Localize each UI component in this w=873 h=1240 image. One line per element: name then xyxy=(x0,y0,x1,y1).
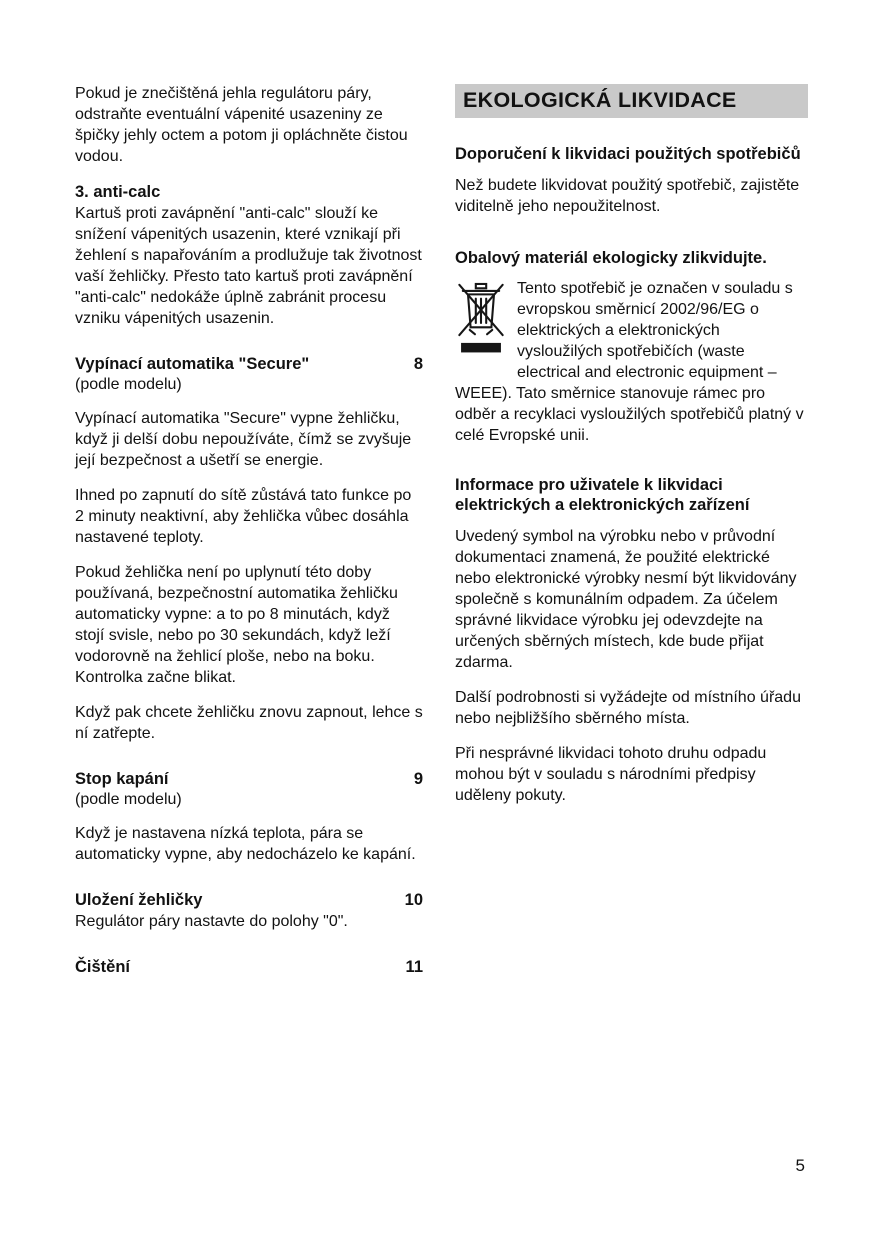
paragraph-anticalc: Kartuš proti zavápnění "anti-calc" slouží ke snížení vápenitých usazenin, které vznikají při žehlení s napařováním a prodlužuje tak životnost vaší žehličky. Přesto tato kartuš proti zavápnění "anti-calc" nedokáže úplně zabránit procesu vzniku vápenitých usazenin. xyxy=(75,205,422,328)
paragraph-disposal: Než budete likvidovat použitý spotřebič, zajistěte viditelně jeho nepoužitelnost. xyxy=(455,176,800,215)
heading-packaging: Obalový materiál ekologicky zlikvidujte. xyxy=(455,248,767,267)
right-column xyxy=(455,84,808,820)
section-title: Uložení žehličky xyxy=(75,890,203,909)
section-heading-storage xyxy=(75,890,423,911)
section-subtitle-secure: (podle modelu) xyxy=(75,376,182,394)
paragraph-weee xyxy=(455,279,808,447)
paragraph-secure-3: Pokud žehlička není po uplynutí této doby používaná, bezpečnostní automatika žehličku automaticky vypne: a to po 8 minutách, když stojí svisle, nebo po 30 sekundách, když leží vodorovně na žehlicí ploše, nebo na boku. Kontrolka začne blikat. xyxy=(75,563,398,686)
page-number: 5 xyxy=(795,1156,805,1175)
heading-disposal-recommendation: Doporučení k likvidaci použitých spotřebičů xyxy=(455,145,801,163)
section-ref-number: 10 xyxy=(404,890,423,909)
section-ref-number: 8 xyxy=(413,354,423,373)
paragraph-steam-needle: Pokud je znečištěná jehla regulátoru páry, odstraňte eventuální vápenité usazeniny ze špičky jehly octem a potom ji opláchněte čistou vodou. xyxy=(75,85,408,165)
paragraph-storage: Regulátor páry nastavte do polohy "0". xyxy=(75,913,348,931)
heading-user-info: Informace pro uživatele k likvidaci elektrických a elektronických zařízení xyxy=(455,475,750,515)
section-heading-stop-kapani xyxy=(75,769,423,790)
paragraph-secure-4: Když pak chcete žehličku znovu zapnout, lehce s ní zatřepte. xyxy=(75,703,423,742)
paragraph-secure-1: Vypínací automatika "Secure" vypne žehličku, když ji delší dobu nepoužíváte, čímž se zvyšuje její bezpečnost a ušetří se energie. xyxy=(75,410,412,470)
left-column xyxy=(75,84,423,979)
weee-crossed-bin-icon xyxy=(455,282,507,362)
paragraph-stop-kapani: Když je nastavena nízká teplota, pára se automaticky vypne, aby nedocházelo ke kapání. xyxy=(75,824,416,863)
section-title: Stop kapání xyxy=(75,769,169,788)
section-title: Čištění xyxy=(75,958,131,977)
chapter-banner: EKOLOGICKÁ LIKVIDACE xyxy=(455,84,808,118)
section-ref-number: 11 xyxy=(405,958,423,977)
paragraph-secure-2: Ihned po zapnutí do sítě zůstává tato funkce po 2 minuty neaktivní, aby žehlička vůbec dosáhla nastavené teploty. xyxy=(75,487,412,546)
section-heading-secure xyxy=(75,354,423,375)
paragraph-info-3: Při nesprávné likvidaci tohoto druhu odpadu mohou být v souladu s národními předpisy uděleny pokuty. xyxy=(455,744,767,804)
section-heading-cleaning xyxy=(75,957,423,978)
section-subtitle-stop-kapani: (podle modelu) xyxy=(75,790,182,808)
section-title: Vypínací automatika "Secure" xyxy=(75,354,310,373)
paragraph-weee-text: Tento spotřebič je označen v souladu s evropskou směrnicí 2002/96/EG o elektrických a elektronických vysloužilých spotřebičích (waste electrical and electronic equipment – WEEE). Tato směrnice stanovuje rámec pro odběr a recyklaci vysloužilých spotřebičů platný v celé Evropské unii. xyxy=(455,280,804,444)
paragraph-info-2: Další podrobnosti si vyžádejte od místního úřadu nebo nejbližšího sběrného místa. xyxy=(455,688,801,727)
section-ref-number: 9 xyxy=(413,769,423,788)
section-heading-anticalc: 3. anti-calc xyxy=(75,182,161,201)
paragraph-info-1: Uvedený symbol na výrobku nebo v průvodní dokumentaci znamená, že použité elektrické nebo elektronické výrobky nesmí být likvidovány společně s komunálním odpadem. Za účelem správné likvidace výrobku jej odevzdejte na určených sběrných místech, kde bude přijat zdarma. xyxy=(455,528,797,671)
